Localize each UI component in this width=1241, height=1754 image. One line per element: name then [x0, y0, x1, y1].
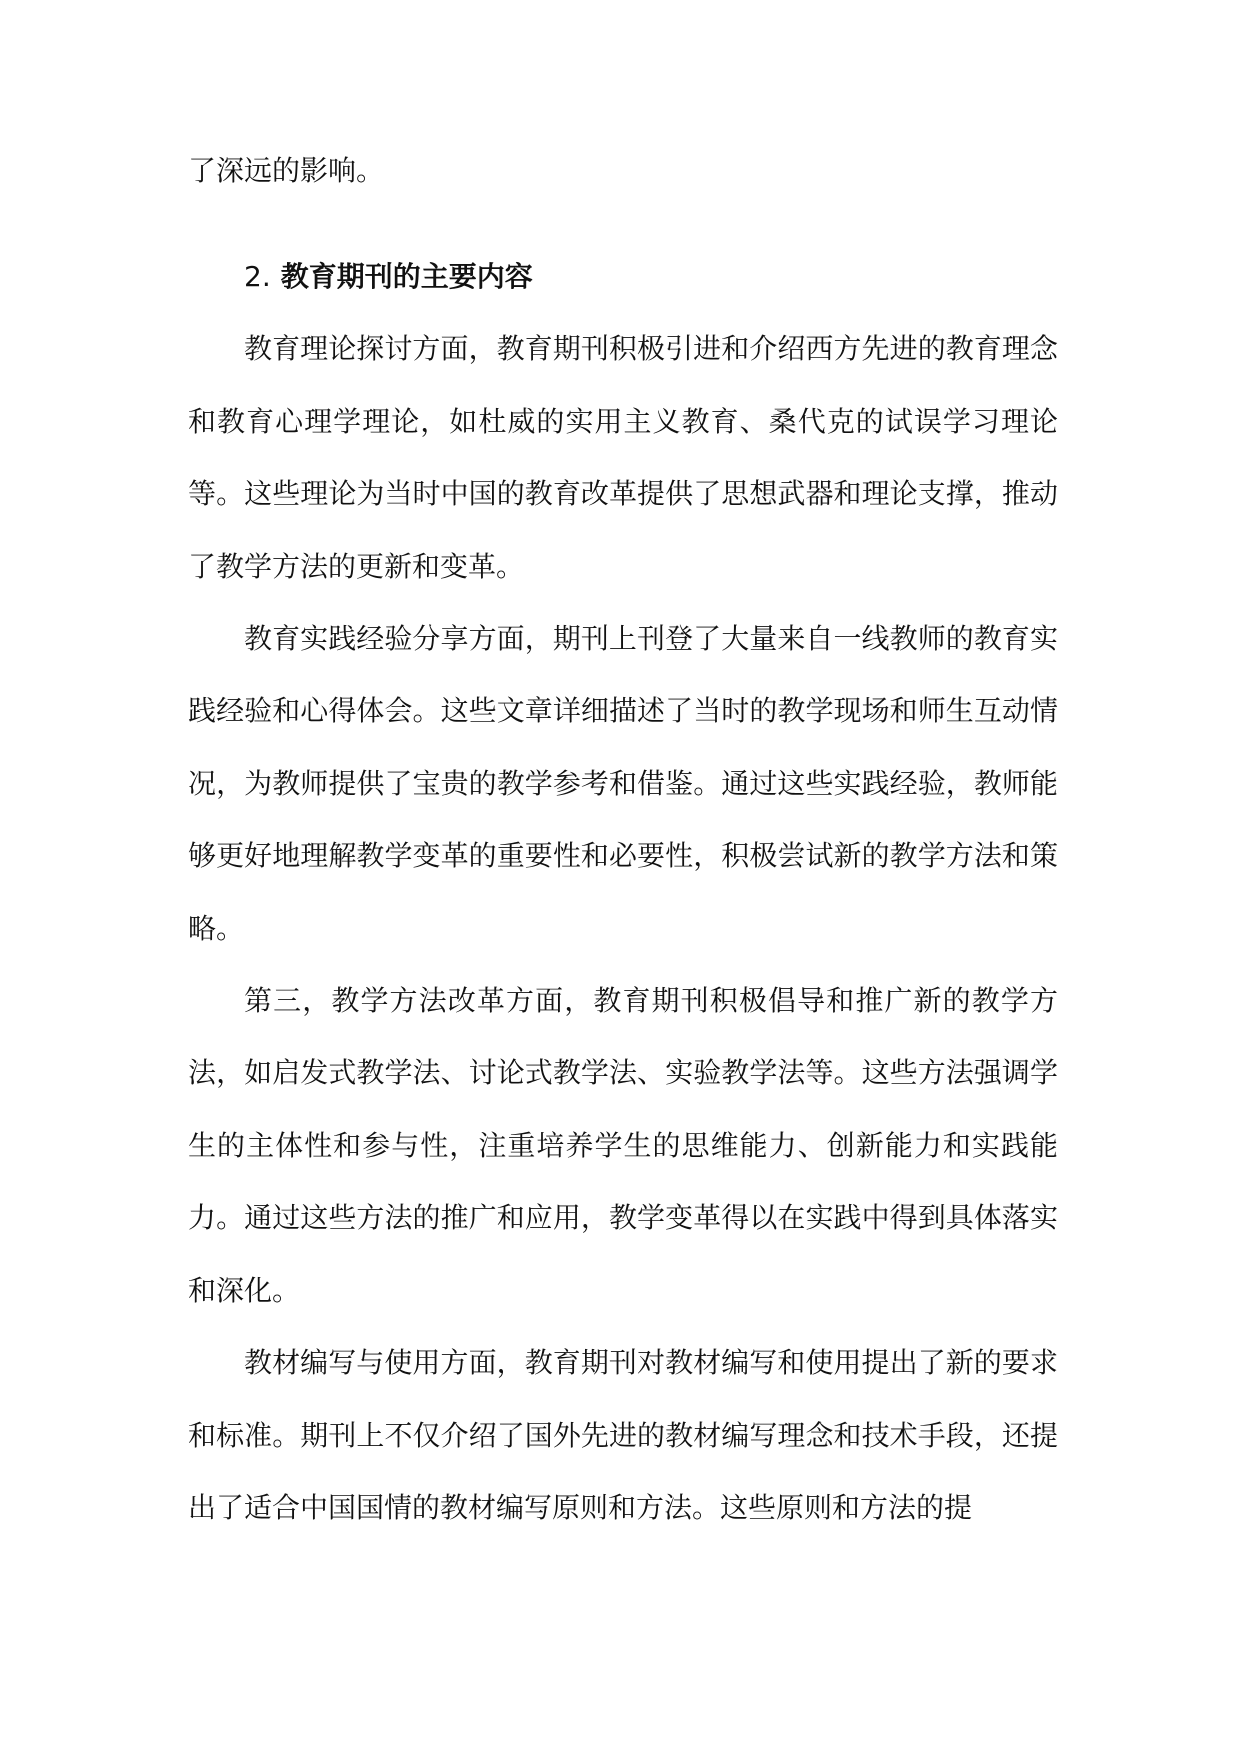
continuation-text: 了深远的影响。: [188, 154, 385, 187]
paragraph-textbooks: 教材编写与使用方面，教育期刊对教材编写和使用提出了新的要求和标准。期刊上不仅介绍了国外先进的教材编写理念和技术手段，还提出了适合中国国情的教材编写原则和方法。这些原则和方法的提: [188, 1346, 1058, 1524]
section-title: 教育期刊的主要内容: [280, 260, 533, 294]
section-heading: [188, 241, 1058, 313]
paragraph-methods: 第三，教学方法改革方面，教育期刊积极倡导和推广新的教学方法，如启发式教学法、讨论式教学法、实验教学法等。这些方法强调学生的主体性和参与性，注重培养学生的思维能力、创新能力和实践能力。通过这些方法的推广和应用，教学变革得以在实践中得到具体落实和深化。: [188, 984, 1058, 1307]
document-page: [188, 135, 1058, 1544]
section-number: 2.: [244, 260, 271, 294]
paragraph-theory: 教育理论探讨方面，教育期刊积极引进和介绍西方先进的教育理念和教育心理学理论，如杜威的实用主义教育、桑代克的试误学习理论等。这些理论为当时中国的教育改革提供了思想武器和理论支撑，推动了教学方法的更新和变革。: [188, 332, 1058, 583]
paragraph-practice: 教育实践经验分享方面，期刊上刊登了大量来自一线教师的教育实践经验和心得体会。这些文章详细描述了当时的教学现场和师生互动情况，为教师提供了宝贵的教学参考和借鉴。通过这些实践经验，教师能够更好地理解教学变革的重要性和必要性，积极尝试新的教学方法和策略。: [188, 622, 1058, 945]
